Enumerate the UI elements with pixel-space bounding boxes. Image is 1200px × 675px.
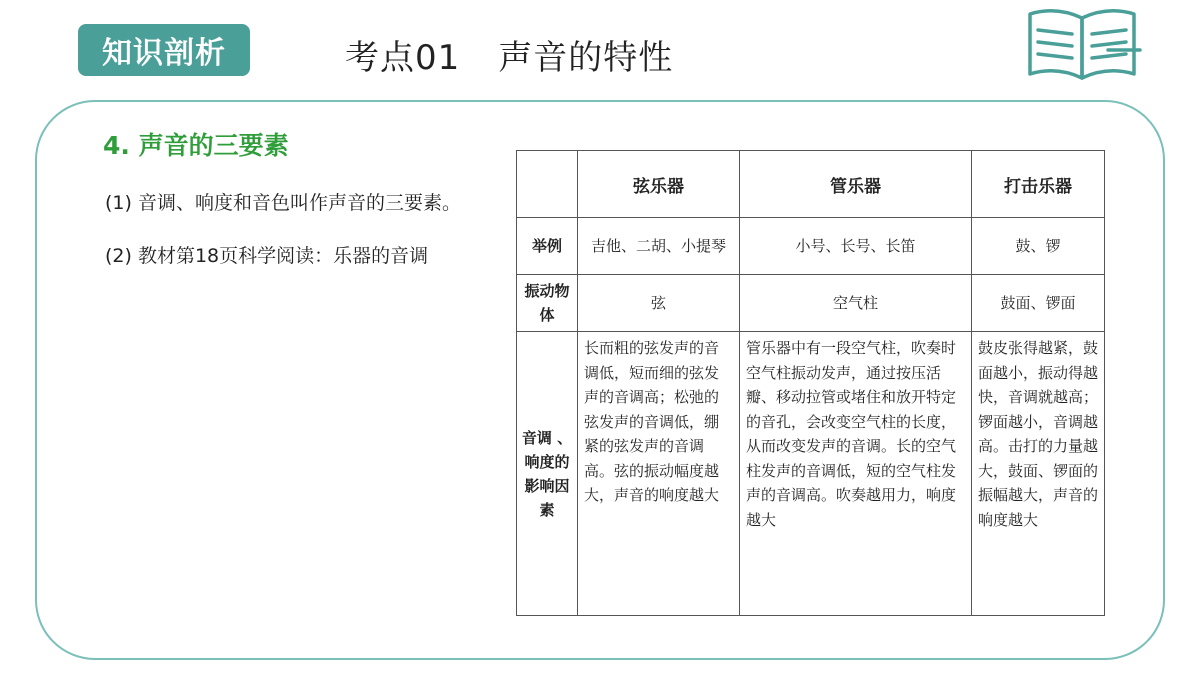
point-1: (1) 音调、响度和音色叫作声音的三要素。 [105,192,461,214]
row-header-examples: 举例 [517,218,578,275]
row-header-factors: 音调 、响度的影响因素 [517,332,578,616]
col-header-string: 弦乐器 [578,151,740,218]
open-book-icon [1024,8,1144,84]
table-row [517,275,1105,332]
col-header-wind: 管乐器 [740,151,972,218]
section-heading: 4. 声音的三要素 [103,131,289,160]
table-cell: 鼓面、锣面 [972,275,1105,332]
instrument-table [516,150,1105,616]
topic-title: 声音的特性 [498,38,674,78]
table-corner-cell [517,151,578,218]
table-cell: 长而粗的弦发声的音调低，短而细的弦发声的音调高；松弛的弦发声的音调低，绷紧的弦发声的音调高。弦的振动幅度越大，声音的响度越大 [578,332,740,616]
table-row [517,218,1105,275]
table-cell: 空气柱 [740,275,972,332]
table-cell: 弦 [578,275,740,332]
point-2: (2) 教材第18页科学阅读：乐器的音调 [105,245,429,267]
table-cell: 管乐器中有一段空气柱，吹奏时空气柱振动发声，通过按压活瓣、移动拉管或堵住和放开特定的音孔，会改变空气柱的长度，从而改变发声的音调。长的空气柱发声的音调低，短的空气柱发声的音调高。吹奏越用力，响度越大 [740,332,972,616]
table-cell: 鼓、锣 [972,218,1105,275]
table-cell: 小号、长号、长笛 [740,218,972,275]
table-cell: 鼓皮张得越紧，鼓面越小，振动得越快，音调就越高；锣面越小，音调越高。击打的力量越大，鼓面、锣面的振幅越大，声音的响度越大 [972,332,1105,616]
table-cell: 吉他、二胡、小提琴 [578,218,740,275]
page-title [345,30,673,79]
topic-code: 考点01 [345,38,461,78]
table-header-row [517,151,1105,218]
col-header-percussion: 打击乐器 [972,151,1105,218]
row-header-vibrating-object: 振动物体 [517,275,578,332]
section-badge: 知识剖析 [78,24,250,76]
table-row [517,332,1105,616]
